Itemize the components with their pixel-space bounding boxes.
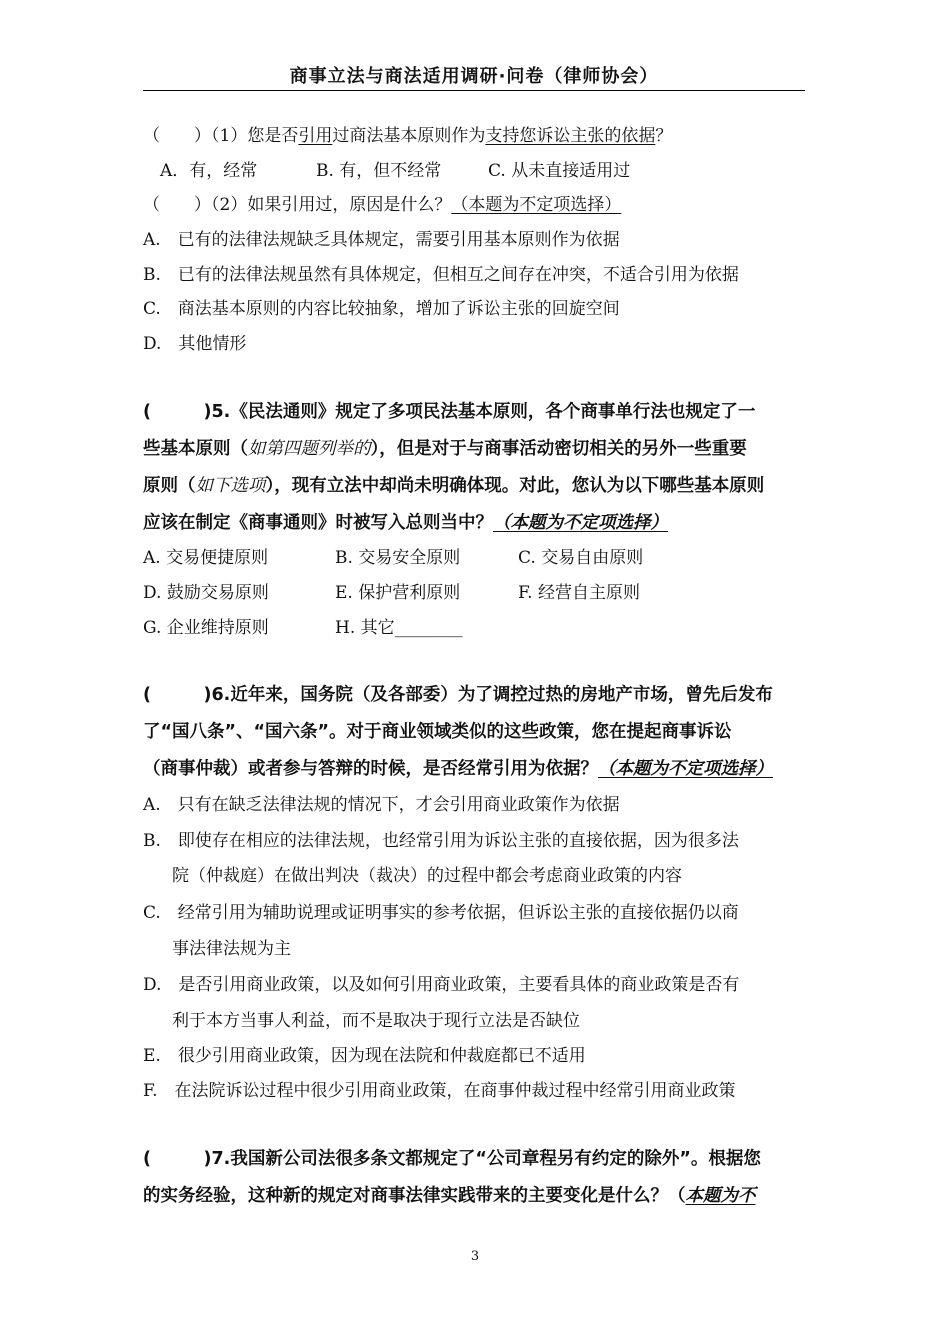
q5-italic-note: 如第四题列举的 — [248, 439, 371, 459]
q5-option: D. 鼓励交易原则 — [143, 583, 269, 603]
q4-sub1-option: C. 从未直接适用过 — [488, 161, 631, 181]
q7-text: 的实务经验，这种新的规定对商事法律实践带来的主要变化是什么？（ — [143, 1186, 686, 1206]
q4-sub2-line — [143, 193, 621, 217]
q4-sub1-mid: 过商法基本原则作为 — [332, 126, 486, 146]
q5-line — [143, 437, 747, 461]
q5-text: ），但是对于与商事活动密切相关的另外一些重要 — [370, 439, 747, 459]
q4-sub1-suffix: ？ — [655, 126, 673, 146]
q4-sub1-underline-1: 引用 — [298, 126, 333, 146]
q4-sub1-option: B. 有，但不经常 — [316, 161, 442, 181]
q5-line: ( )5.《民法通则》规定了多项民法基本原则，各个商事单行法也规定了一 — [143, 402, 756, 422]
q5-text: ），现有立法中却尚未明确体现。对此，您认为以下哪些基本原则 — [265, 476, 765, 496]
q4-sub1-prefix: （1）您是否 — [211, 126, 299, 146]
q4-sub2-option: C. 商法基本原则的内容比较抽象，增加了诉讼主张的回旋空间 — [143, 299, 620, 319]
q5-text: 些基本原则（ — [143, 439, 248, 459]
q6-line — [143, 757, 773, 781]
document-header: 商事立法与商法适用调研·问卷（律师协会） — [289, 66, 659, 87]
q4-sub1-underline-2: 支持您诉讼主张的依据 — [485, 126, 656, 146]
answer-paren: （ ） — [143, 195, 211, 215]
q5-text: 应该在制定《商事通则》时被写入总则当中？ — [143, 513, 493, 533]
q6-line: 了“国八条”、“国六条”。对于商业领域类似的这些政策，您在提起商事诉讼 — [143, 722, 732, 742]
q4-sub2-text: （2）如果引用过，原因是什么？ — [211, 195, 452, 215]
q5-option: H. 其它________ — [335, 618, 463, 638]
q5-italic-note: 如下选项 — [195, 476, 266, 496]
header-rule — [143, 90, 805, 91]
q6-option-cont: 事法律法规为主 — [172, 939, 291, 959]
q5-note: （本题为不定项选择） — [493, 513, 668, 533]
q4-sub1-option: A．有，经常 — [160, 161, 258, 181]
page-number: 3 — [470, 1249, 480, 1264]
q4-sub2-note: （本题为不定项选择） — [451, 195, 622, 215]
q6-line: ( )6.近年来，国务院（及各部委）为了调控过热的房地产市场，曾先后发布 — [143, 685, 773, 705]
q5-option: C. 交易自由原则 — [518, 548, 644, 568]
q4-sub2-option: D. 其他情形 — [143, 334, 247, 354]
q6-option: A. 只有在缺乏法律法规的情况下，才会引用商业政策作为依据 — [143, 795, 620, 815]
q5-option: B. 交易安全原则 — [335, 548, 461, 568]
q6-option-cont: 院（仲裁庭）在做出判决（裁决）的过程中都会考虑商业政策的内容 — [172, 866, 682, 886]
q5-option: E. 保护营利原则 — [335, 583, 461, 603]
q5-line — [143, 511, 668, 535]
q5-option: A. 交易便捷原则 — [143, 548, 269, 568]
q4-sub2-option: A. 已有的法律法规缺乏具体规定，需要引用基本原则作为依据 — [143, 230, 620, 250]
q6-option: D. 是否引用商业政策，以及如何引用商业政策，主要看具体的商业政策是否有 — [143, 975, 740, 995]
q5-text: 原则（ — [143, 476, 196, 496]
q6-text: （商事仲裁）或者参与答辩的时候，是否经常引用为依据？ — [143, 759, 598, 779]
q7-line: ( )7.我国新公司法很多条文都规定了“公司章程另有约定的除外”。根据您 — [143, 1149, 761, 1169]
q7-line — [143, 1184, 756, 1208]
q6-option: B. 即使存在相应的法律法规，也经常引用为诉讼主张的直接依据，因为很多法 — [143, 831, 739, 851]
q5-option: G. 企业维持原则 — [143, 618, 269, 638]
q5-line — [143, 474, 764, 498]
q5-option: F. 经营自主原则 — [518, 583, 640, 603]
q6-option: C. 经常引用为辅助说理或证明事实的参考依据，但诉讼主张的直接依据仍以商 — [143, 903, 739, 923]
q6-note: （本题为不定项选择） — [598, 759, 773, 779]
q6-option-cont: 利于本方当事人利益，而不是取决于现行立法是否缺位 — [172, 1011, 580, 1031]
q6-option: F. 在法院诉讼过程中很少引用商业政策，在商事仲裁过程中经常引用商业政策 — [143, 1081, 736, 1101]
q4-sub1-line — [143, 124, 672, 148]
q6-option: E. 很少引用商业政策，因为现在法院和仲裁庭都已不适用 — [143, 1046, 586, 1066]
q4-sub2-option: B. 已有的法律法规虽然有具体规定，但相互之间存在冲突，不适合引用为依据 — [143, 265, 739, 285]
q7-note: 本题为不 — [685, 1186, 756, 1206]
answer-paren: （ ） — [143, 126, 211, 146]
